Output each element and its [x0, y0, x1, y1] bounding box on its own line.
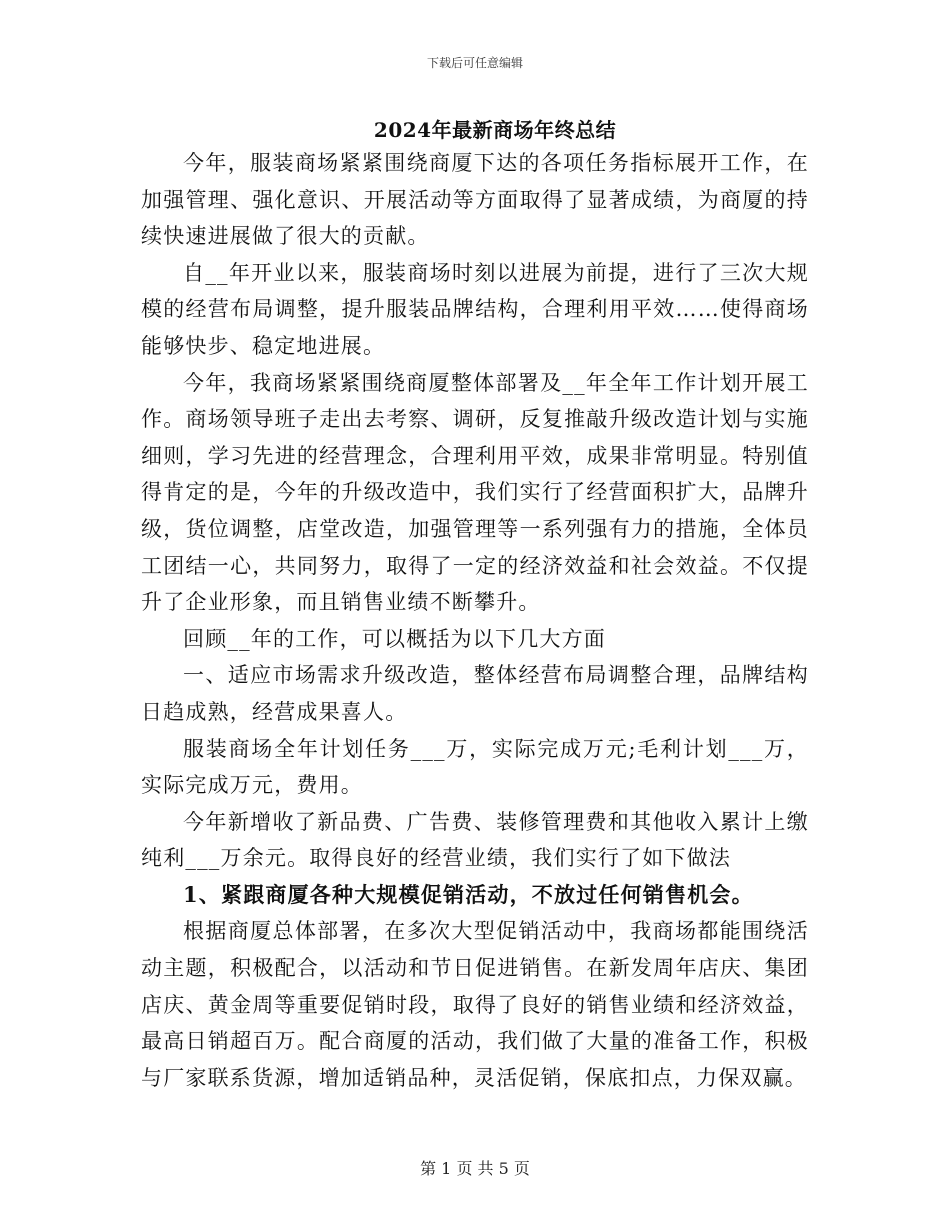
- paragraph-history: 自__年开业以来，服装商场时刻以进展为前提，进行了三次大规模的经营布局调整，提升服装品牌结构，合理利用平效……使得商场能够快步、稳定地进展。: [141, 260, 809, 358]
- paragraph-income: 今年新增收了新品费、广告费、装修管理费和其他收入累计上缴纯利___万余元。取得良好的经营业绩，我们实行了如下做法: [141, 809, 809, 871]
- paragraph-intro: 今年，服装商场紧紧围绕商厦下达的各项任务指标展开工作，在加强管理、强化意识、开展活动等方面取得了显著成绩，为商厦的持续快速进展做了很大的贡献。: [141, 151, 809, 249]
- document-body: [141, 145, 809, 1096]
- paragraph-targets: 服装商场全年计划任务___万，实际完成万元;毛利计划___万，实际完成万元，费用。: [141, 736, 809, 798]
- document-title: 2024年最新商场年终总结: [373, 118, 617, 142]
- paragraph-promotions: 根据商厦总体部署，在多次大型促销活动中，我商场都能围绕活动主题，积极配合，以活动和节日促进销售。在新发周年店庆、集团店庆、黄金周等重要促销时段，取得了良好的销售业绩和经济效益，最高日销超百万。配合商厦的活动，我们做了大量的准备工作，积极与厂家联系货源，增加适销品种，灵活促销，保底扣点，力保双赢。: [141, 919, 809, 1090]
- paragraph-review: 回顾__年的工作，可以概括为以下几大方面: [183, 626, 606, 651]
- subheading-promotions: 1、紧跟商厦各种大规模促销活动，不放过任何销售机会。: [183, 881, 754, 907]
- paragraph-section-one: 一、适应市场需求升级改造，整体经营布局调整合理，品牌结构日趋成熟，经营成果喜人。: [141, 663, 809, 724]
- page-footer: 第 1 页 共 5 页: [420, 1159, 530, 1178]
- paragraph-achievements: 今年，我商场紧紧围绕商厦整体部署及__年全年工作计划开展工作。商场领导班子走出去考察、调研，反复推敲升级改造计划与实施细则，学习先进的经营理念，合理利用平效，成果非常明显。特别值得肯定的是，今年的升级改造中，我们实行了经营面积扩大，品牌升级，货位调整，店堂改造，加强管理等一系列强有力的措施，全体员工团结一心，共同努力，取得了一定的经济效益和社会效益。不仅提升了企业形象，而且销售业绩不断攀升。: [141, 370, 809, 615]
- header-note: 下载后可任意编辑: [426, 56, 523, 70]
